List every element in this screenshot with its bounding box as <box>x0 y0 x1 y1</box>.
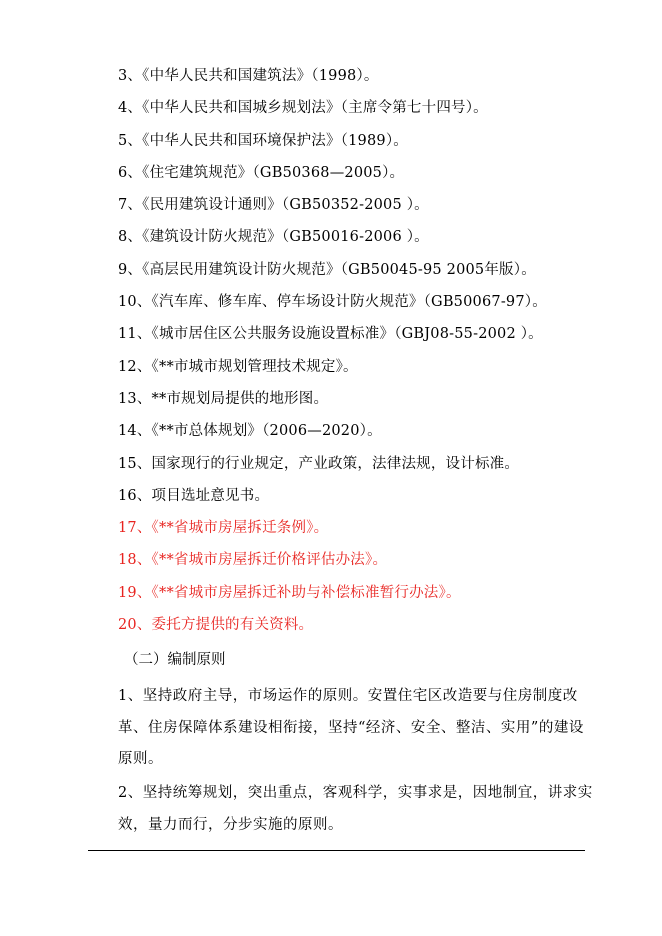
reference-item: 13、**市规划局提供的地形图。 <box>118 390 329 407</box>
reference-item: 14、《**市总体规划》（2006—2020）。 <box>118 423 382 440</box>
principle-paragraph <box>84 778 596 841</box>
reference-item: 5、《中华人民共和国环境保护法》（1989）。 <box>118 132 408 149</box>
reference-list <box>118 60 618 641</box>
principle-paragraph-text: 2、坚持统筹规划，突出重点，客观科学，实事求是，因地制宜，讲求实效，量力而行，分步实施的原则。 <box>118 785 593 833</box>
reference-item-highlighted: 20、委托方提供的有关资料。 <box>118 617 314 634</box>
section-heading: （二）编制原则 <box>124 652 226 668</box>
reference-item: 6、《住宅建筑规范》（GB50368—2005）。 <box>118 164 405 181</box>
reference-item: 11、《城市居住区公共服务设施设置标准》（GBJ08-55-2002 ）。 <box>118 326 543 343</box>
reference-item-highlighted: 19、《**省城市房屋拆迁补助与补偿标准暂行办法》。 <box>118 584 461 601</box>
reference-item-highlighted: 17、《**省城市房屋拆迁条例》。 <box>118 520 329 537</box>
footer-divider <box>88 850 585 851</box>
principle-paragraph <box>84 681 596 776</box>
reference-item: 16、项目选址意见书。 <box>118 487 270 504</box>
reference-item: 3、《中华人民共和国建筑法》（1998）。 <box>118 68 379 84</box>
reference-item: 8、《建筑设计防火规范》（GB50016-2006 ）。 <box>118 229 429 246</box>
reference-item: 7、《民用建筑设计通则》（GB50352-2005 ）。 <box>118 197 429 214</box>
reference-item: 4、《中华人民共和国城乡规划法》（主席令第七十四号）。 <box>118 100 488 117</box>
reference-item: 12、《**市城市规划管理技术规定》。 <box>118 358 358 375</box>
reference-item: 9、《高层民用建筑设计防火规范》（GB50045-95 2005年版）。 <box>118 261 536 278</box>
reference-item: 10、《汽车库、修车库、停车场设计防火规范》（GB50067-97）。 <box>118 294 547 311</box>
reference-item: 15、国家现行的行业规定，产业政策，法律法规，设计标准。 <box>118 455 520 472</box>
reference-item-highlighted: 18、《**省城市房屋拆迁价格评估办法》。 <box>118 552 388 569</box>
principle-paragraph-text: 1、坚持政府主导，市场运作的原则。安置住宅区改造要与住房制度改革、住房保障体系建设相衔接，坚持“经济、安全、整洁、实用”的建设原则。 <box>118 688 584 767</box>
